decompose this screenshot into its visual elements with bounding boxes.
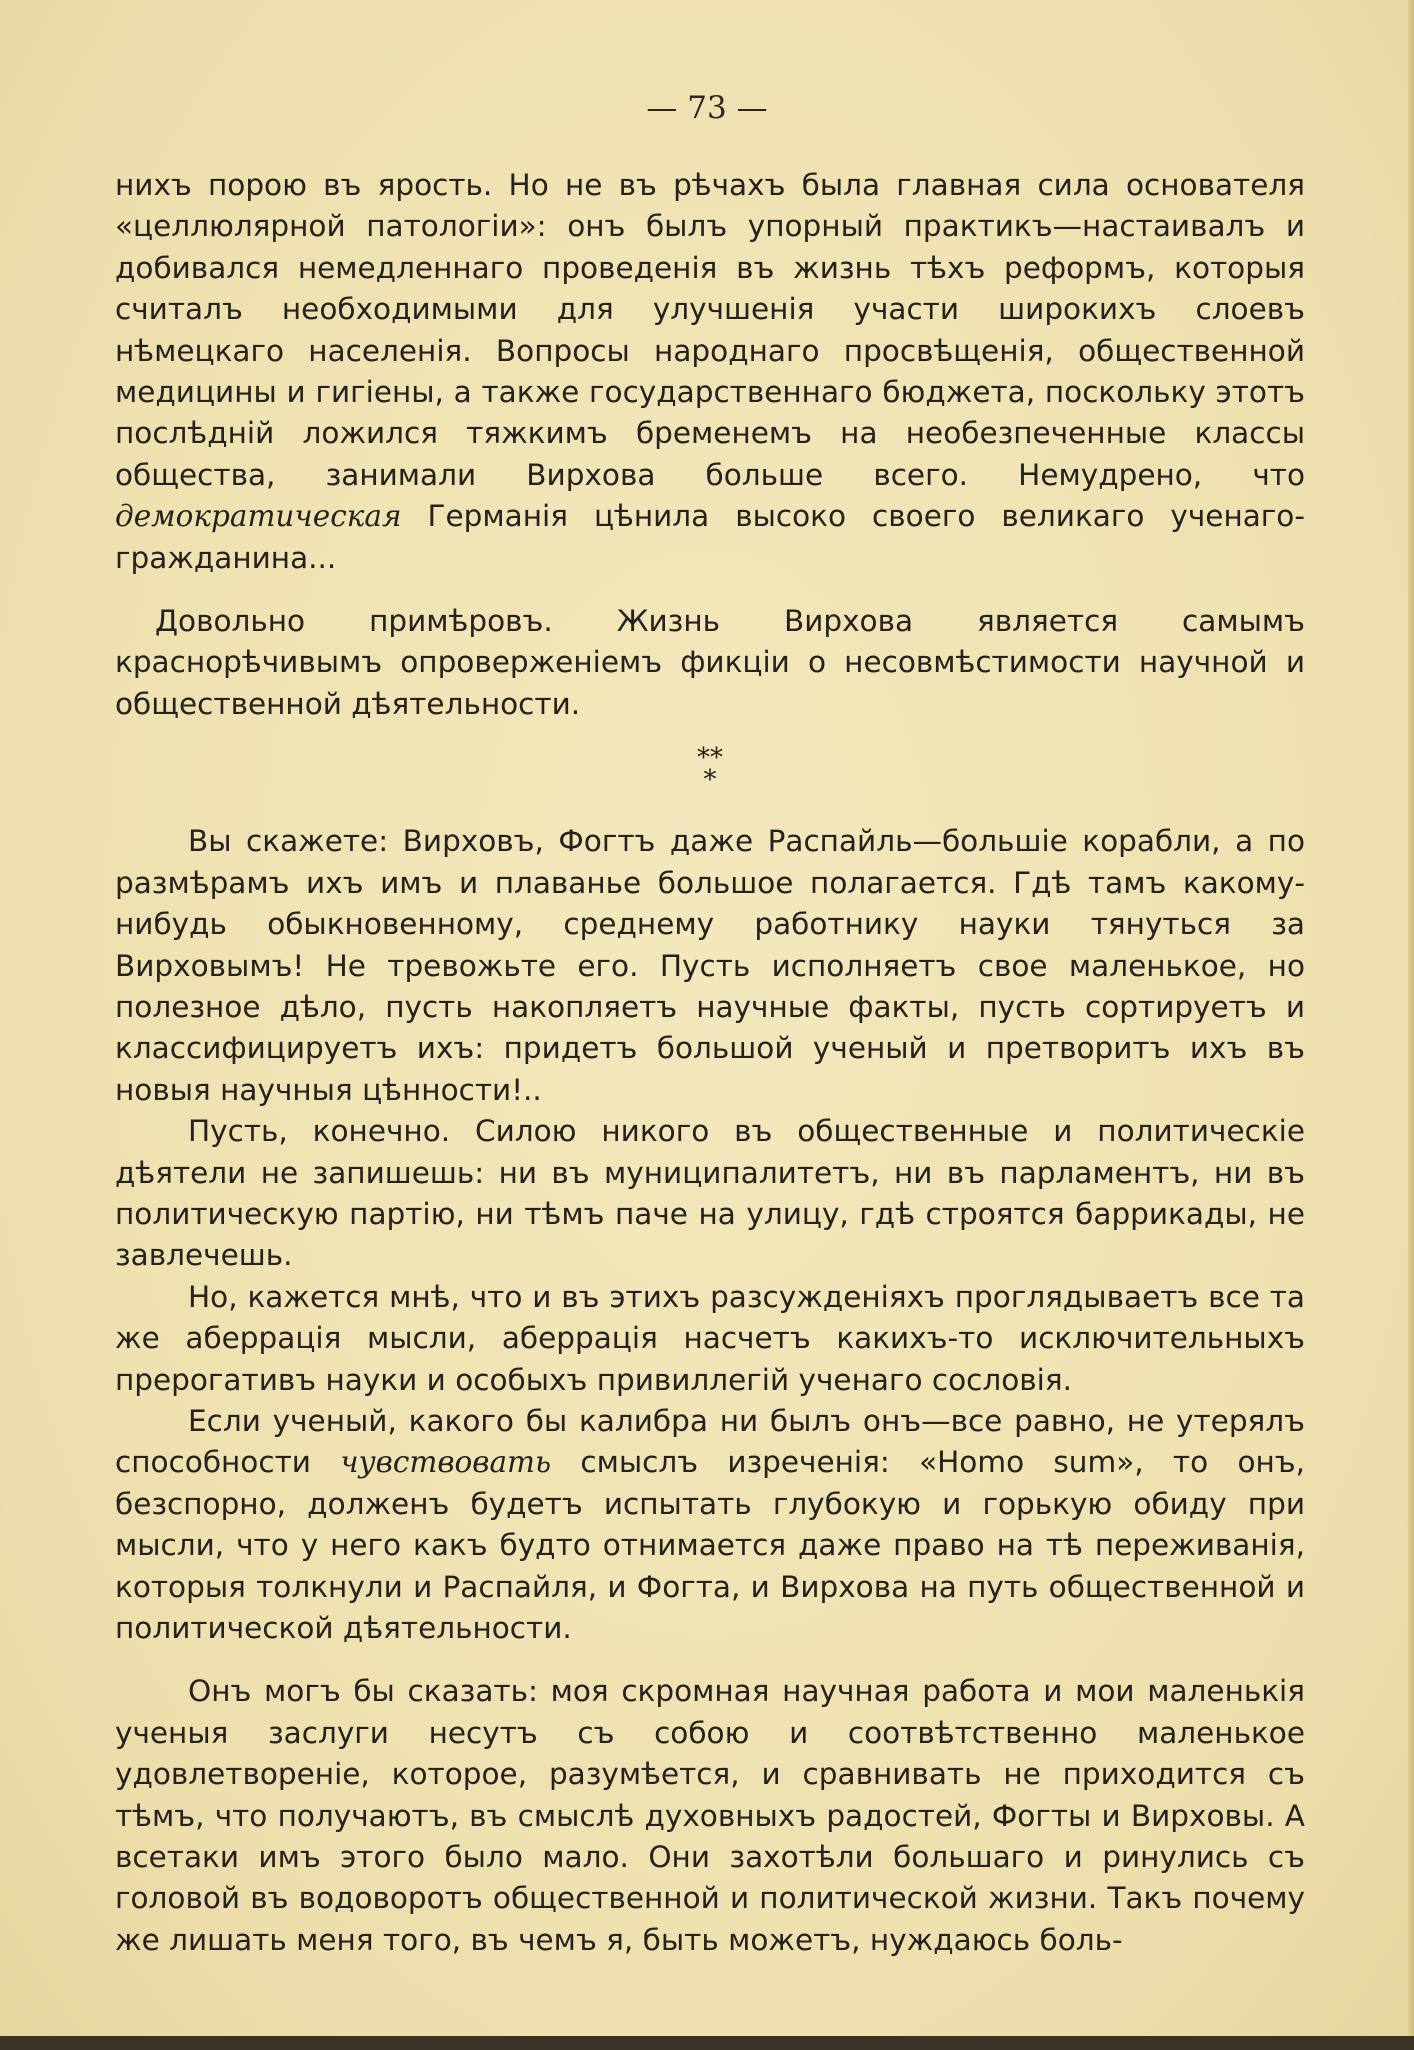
section-separator bbox=[115, 735, 1305, 821]
separator-line-1: ** bbox=[697, 743, 723, 774]
paragraph-1-end: Германія цѣнила высоко своего великаго ученаго-гражданина... bbox=[115, 499, 1305, 575]
paragraph-1-text: нихъ порою въ ярость. Но не въ рѣчахъ была главная сила основателя «целлюлярной патологіи»: онъ былъ упорный практикъ—настаивалъ и добивался немедленнаго проведенія въ жизнь тѣхъ реформъ, которыя считалъ необходимыми для улучшенія участи широкихъ слоевъ нѣмецкаго населенія. Вопросы народнаго просвѣщенія, общественной медицины и гигіены, а также государственнаго бюджета, поскольку этотъ послѣдній ложился тяжкимъ бременемъ на необезпеченные классы общества, занимали Вирхова больше всего. Немудрено, что bbox=[115, 168, 1305, 492]
paragraph-1-italic: демократическая bbox=[115, 499, 402, 534]
paragraph-7: Онъ могъ бы сказать: моя скромная научная работа и мои маленькія ученыя заслуги несутъ съ собою и соотвѣтственно маленькое удовлетвореніе, которое, разумѣется, и сравнивать не приходится съ тѣмъ, что получаютъ, въ смыслѣ духовныхъ радостей, Фогты и Вирховы. А всетаки имъ этого было мало. Они захотѣли большаго и ринулись съ головой въ водоворотъ общественной и политической жизни. Такъ почему же лишать меня того, въ чемъ я, быть можетъ, нуждаюсь боль- bbox=[115, 1674, 1305, 1957]
paragraph-2: Довольно примѣровъ. Жизнь Вирхова является самымъ краснорѣчивымъ опроверженіемъ фикціи о несовмѣстимости научной и общественной дѣятельности. bbox=[115, 604, 1305, 721]
paragraph-6 bbox=[115, 1401, 1305, 1649]
paragraph-6-end: смыслъ изреченія: «Homo sum», то онъ, безспорно, долженъ будетъ испытать глубокую и горькую обиду при мысли, что у него какъ будто отнимается даже право на тѣ переживанія, которыя толкнули и Распайля, и Фогта, и Вирхова на путь общественной и политической дѣятельности. bbox=[115, 1445, 1305, 1645]
paragraph-5: Но, кажется мнѣ, что и въ этихъ разсужденіяхъ проглядываетъ все та же аберрація мысли, аберрація насчетъ какихъ-то исключительныхъ прерогативъ науки и особыхъ привиллегій ученаго сословія. bbox=[115, 1279, 1305, 1397]
paragraph-4: Пусть, конечно. Силою никого въ общественные и политическіе дѣятели не запишешь: ни въ муниципалитетъ, ни въ парламентъ, ни въ политическую партію, ни тѣмъ паче на улицу, гдѣ строятся баррикады, не завлечешь. bbox=[115, 1114, 1305, 1273]
page-body bbox=[115, 165, 1305, 1961]
page-edge-shadow bbox=[1408, 0, 1414, 2050]
page-number: — 73 — bbox=[646, 90, 768, 126]
page-bottom-edge bbox=[0, 2036, 1414, 2050]
paragraph-6-italic: чувствовать bbox=[340, 1445, 552, 1480]
separator-line-2: * bbox=[703, 765, 717, 796]
paragraph-6-text: Если ученый, какого бы калибра ни былъ онъ—все равно, не утерялъ способности bbox=[115, 1403, 1305, 1480]
paragraph-1 bbox=[115, 165, 1305, 579]
paragraph-3: Вы скажете: Вирховъ, Фогтъ даже Распайль—большіе корабли, а по размѣрамъ ихъ имъ и плаванье большое полагается. Гдѣ тамъ какому-нибудь обыкновенному, среднему работнику науки тянуться за Вирховымъ! Не тревожьте его. Пусть исполняетъ свое маленькое, но полезное дѣло, пусть накопляетъ научные факты, пусть сортируетъ и классифицируетъ ихъ: придетъ большой ученый и претворитъ ихъ въ новыя научныя цѣнности!.. bbox=[115, 824, 1305, 1107]
